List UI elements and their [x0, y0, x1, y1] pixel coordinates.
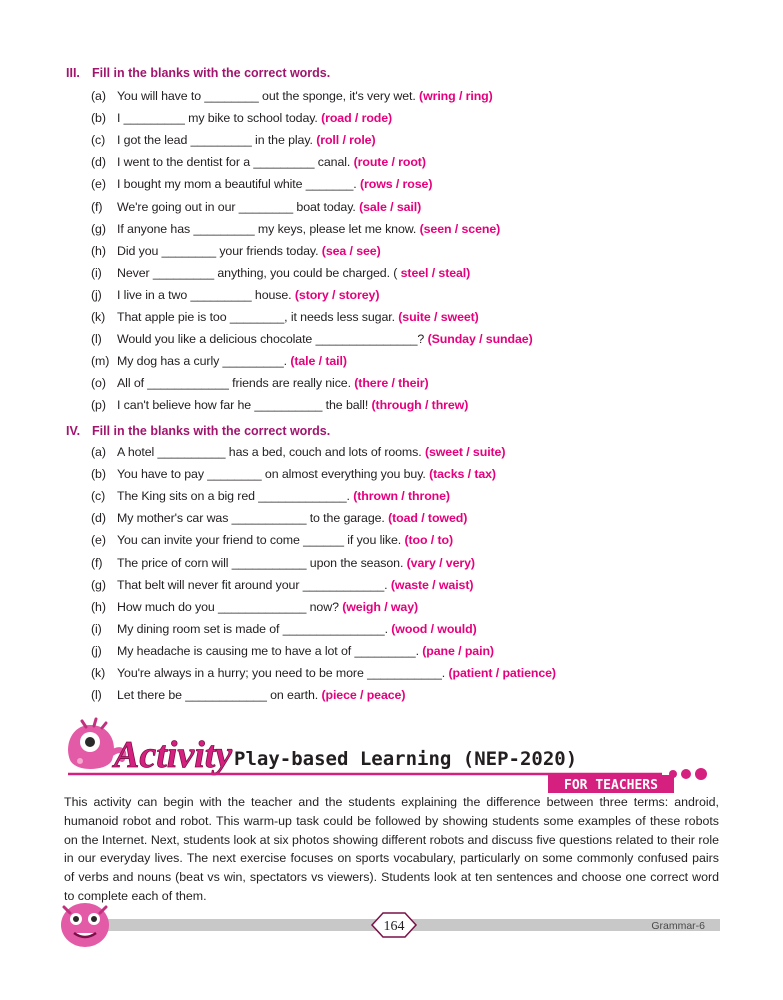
item-options: (sweet / suite): [424, 445, 506, 459]
activity-banner: [62, 715, 722, 795]
item-label: (g): [91, 221, 106, 236]
item-options: steel / steal): [400, 265, 471, 280]
item-sentence: If anyone has _________ my keys, please let me know.: [117, 221, 417, 236]
item-options: (vary / very): [406, 555, 475, 570]
exercise-item: [91, 266, 470, 280]
item-sentence: You will have to ________ out the sponge, it's very wet.: [117, 89, 416, 103]
section-3-heading: [66, 66, 330, 80]
item-label: (c): [91, 133, 106, 148]
exercise-item: [91, 467, 496, 481]
section-4-title: Fill in the blanks with the correct words.: [92, 424, 331, 438]
item-label: (i): [91, 621, 102, 636]
item-options: (rows / rose): [359, 177, 433, 192]
item-sentence: I bought my mom a beautiful white _______.: [117, 177, 357, 192]
item-sentence: Did you ________ your friends today.: [117, 243, 319, 258]
item-label: (o): [91, 376, 106, 391]
item-options: (seen / scene): [419, 221, 501, 236]
item-options: (weigh / way): [342, 599, 419, 614]
item-sentence: I live in a two _________ house.: [117, 287, 292, 302]
exercise-item: [91, 222, 500, 236]
item-label: (d): [91, 511, 106, 526]
item-label: (k): [91, 666, 106, 680]
item-label: (m): [91, 354, 110, 369]
exercise-item: [91, 644, 494, 658]
activity-heading: Activity: [114, 734, 233, 776]
item-options: (wring / ring): [419, 89, 493, 103]
item-label: (g): [91, 577, 106, 592]
item-sentence: That belt will never fit around your ____________.: [117, 577, 388, 592]
exercise-item: [91, 155, 426, 169]
item-sentence: We're going out in our ________ boat today.: [117, 199, 356, 214]
item-sentence: You're always in a hurry; you need to be more ___________.: [117, 666, 446, 680]
item-options: (roll / role): [316, 133, 376, 148]
exercise-item: [91, 556, 475, 570]
item-label: (l): [91, 332, 102, 347]
item-options: (too / to): [404, 533, 454, 548]
item-options: (tale / tail): [290, 354, 347, 369]
exercise-item: [91, 133, 375, 147]
item-label: (b): [91, 467, 106, 482]
item-label: (a): [91, 445, 106, 459]
section-4-number: IV.: [66, 424, 81, 438]
item-options: (pane / pain): [422, 643, 494, 658]
item-sentence: I can't believe how far he __________ the ball!: [117, 398, 369, 413]
item-sentence: I _________ my bike to school today.: [117, 111, 318, 126]
exercise-item: [91, 111, 392, 125]
item-options: (toad / towed): [388, 511, 468, 526]
item-options: (sea / see): [321, 243, 381, 258]
item-options: (wood / would): [391, 621, 477, 636]
item-sentence: My headache is causing me to have a lot of _________.: [117, 643, 419, 658]
item-options: (route / root): [353, 155, 426, 170]
item-label: (k): [91, 310, 106, 324]
item-options: (story / storey): [294, 287, 380, 302]
exercise-item: [91, 489, 450, 503]
item-options: (through / threw): [371, 398, 469, 413]
exercise-item: [91, 600, 418, 614]
exercise-item: [91, 445, 505, 459]
item-sentence: Never _________ anything, you could be charged. (: [117, 265, 398, 280]
page-footer: [0, 895, 783, 955]
item-sentence: The King sits on a big red _____________.: [117, 489, 350, 504]
section-3-title: Fill in the blanks with the correct words.: [92, 66, 331, 80]
item-label: (f): [91, 555, 103, 570]
exercise-item: [91, 511, 467, 525]
item-label: (e): [91, 533, 106, 548]
exercise-item: [91, 177, 432, 191]
exercise-item: [91, 89, 493, 103]
item-label: (h): [91, 243, 106, 258]
for-teachers-label: FOR TEACHERS: [564, 778, 658, 793]
item-sentence: That apple pie is too ________, it needs less sugar.: [117, 310, 395, 324]
item-label: (c): [91, 489, 106, 504]
activity-subtitle: Play-based Learning (NEP-2020): [234, 748, 578, 770]
section-3-number: III.: [66, 66, 80, 80]
item-options: (Sunday / sundae): [427, 332, 533, 347]
item-sentence: My dining room set is made of _______________.: [117, 621, 388, 636]
exercise-item: [91, 288, 379, 302]
exercise-item: [91, 666, 556, 680]
item-options: (road / rode): [321, 111, 393, 126]
exercise-item: [91, 310, 479, 324]
item-sentence: All of ____________ friends are really nice.: [117, 376, 351, 391]
item-sentence: I got the lead _________ in the play.: [117, 133, 313, 148]
item-label: (h): [91, 599, 106, 614]
item-sentence: The price of corn will ___________ upon the season.: [117, 555, 404, 570]
item-label: (i): [91, 265, 102, 280]
item-label: (e): [91, 177, 106, 192]
item-label: (a): [91, 89, 106, 103]
item-options: (sale / sail): [359, 199, 422, 214]
book-title: Grammar-6: [651, 920, 705, 932]
item-options: (tacks / tax): [429, 467, 496, 482]
item-sentence: I went to the dentist for a _________ canal.: [117, 155, 351, 170]
section-4-heading: [66, 424, 330, 438]
item-sentence: Would you like a delicious chocolate _______________?: [117, 332, 425, 347]
item-sentence: You have to pay ________ on almost everything you buy.: [117, 467, 426, 482]
exercise-item: [91, 398, 468, 412]
exercise-item: [91, 244, 381, 258]
item-label: (j): [91, 287, 102, 302]
page-number: 164: [383, 919, 405, 934]
item-sentence: You can invite your friend to come ______ if you like.: [117, 533, 402, 548]
item-options: (piece / peace): [321, 688, 406, 703]
item-options: (thrown / throne): [353, 489, 450, 504]
exercise-item: [91, 354, 347, 368]
item-label: (d): [91, 155, 106, 170]
item-sentence: How much do you _____________ now?: [117, 599, 339, 614]
exercise-item: [91, 688, 405, 702]
item-options: (suite / sweet): [398, 310, 479, 324]
item-sentence: My mother's car was ___________ to the garage.: [117, 511, 385, 526]
exercise-item: [91, 578, 473, 592]
item-options: (patient / patience): [448, 666, 556, 680]
exercise-item: [91, 332, 533, 346]
item-label: (l): [91, 688, 102, 703]
exercise-item: [91, 376, 429, 390]
item-options: (there / their): [354, 376, 429, 391]
item-label: (b): [91, 111, 106, 126]
item-label: (p): [91, 398, 106, 413]
item-label: (j): [91, 643, 102, 658]
exercise-item: [91, 200, 421, 214]
exercise-item: [91, 622, 477, 636]
item-sentence: A hotel __________ has a bed, couch and lots of rooms.: [117, 445, 422, 459]
item-label: (f): [91, 199, 103, 214]
footer-monster-icon: [61, 903, 109, 947]
item-sentence: My dog has a curly _________.: [117, 354, 287, 369]
activity-paragraph: This activity can begin with the teacher and the students explaining the difference between three terms: android, humanoid robot and robot. This warm-up task could be followed by showing students some examples of these robots on the Internet. Next, students look at six photos showing different robots and discuss five questions related to their role in our everyday lives. The next exercise focuses on sports vocabulary, particularly on some commonly confused pairs of verbs and nouns (beat vs win, spectators vs viewers). Students look at ten sentences and choose one correct word to complete each of them.: [64, 795, 719, 903]
item-options: (waste / waist): [390, 577, 474, 592]
exercise-item: [91, 533, 453, 547]
item-sentence: Let there be ____________ on earth.: [117, 688, 319, 703]
